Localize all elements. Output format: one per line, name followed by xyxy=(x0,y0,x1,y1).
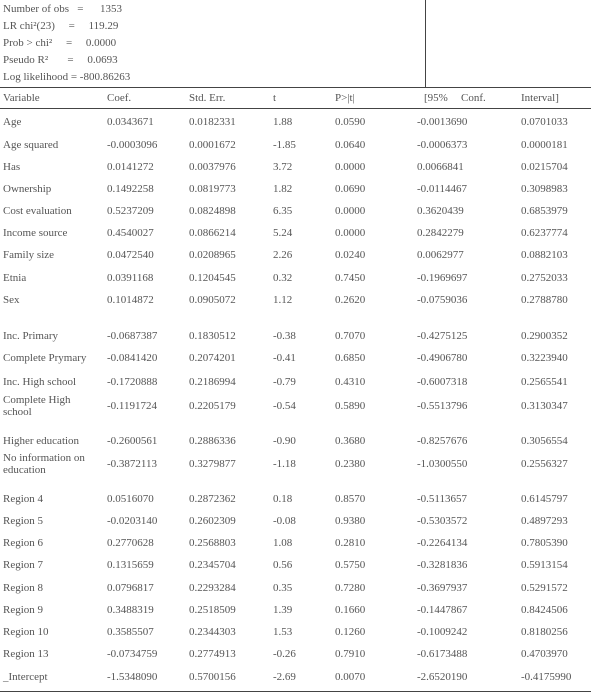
t-cell: -0.79 xyxy=(273,376,296,388)
variable-cell: Region 9 xyxy=(3,604,44,616)
col-header-p: P>|t| xyxy=(335,92,355,104)
col-header-coef: Coef. xyxy=(107,92,132,104)
coef-cell: -0.0003096 xyxy=(107,139,158,151)
p-value-cell: 0.0070 xyxy=(335,671,366,683)
ci-upper-cell: 0.3130347 xyxy=(521,400,568,412)
prob-chi2: Prob > chi² = 0.0000 xyxy=(3,37,117,49)
ci-lower-cell: 0.0066841 xyxy=(417,161,464,173)
coef-cell: 0.0516070 xyxy=(107,493,154,505)
ci-upper-cell: 0.3223940 xyxy=(521,352,568,364)
variable-cell: Ownership xyxy=(3,183,52,195)
ci-upper-cell: 0.2565541 xyxy=(521,376,568,388)
ci-lower-cell: -0.3697937 xyxy=(417,582,468,594)
p-value-cell: 0.0640 xyxy=(335,139,366,151)
ci-upper-cell: -0.4175990 xyxy=(521,671,572,683)
t-cell: 0.32 xyxy=(273,272,293,284)
ci-upper-cell: 0.8180256 xyxy=(521,626,568,638)
std-err-cell: 0.2345704 xyxy=(189,559,236,571)
t-cell: -0.08 xyxy=(273,515,296,527)
std-err-cell: 0.1830512 xyxy=(189,330,236,342)
ci-upper-cell: 0.3056554 xyxy=(521,435,568,447)
ci-upper-cell: 0.6145797 xyxy=(521,493,568,505)
variable-cell: Region 6 xyxy=(3,537,44,549)
ci-lower-cell: 0.3620439 xyxy=(417,205,464,217)
p-value-cell: 0.1660 xyxy=(335,604,366,616)
t-cell: 5.24 xyxy=(273,227,293,239)
p-value-cell: 0.7910 xyxy=(335,648,366,660)
ci-upper-cell: 0.6237774 xyxy=(521,227,568,239)
coef-cell: 0.0472540 xyxy=(107,249,154,261)
p-value-cell: 0.8570 xyxy=(335,493,366,505)
ci-upper-cell: 0.5291572 xyxy=(521,582,568,594)
ci-upper-cell: 0.4703970 xyxy=(521,648,568,660)
p-value-cell: 0.7280 xyxy=(335,582,366,594)
p-value-cell: 0.5890 xyxy=(335,400,366,412)
std-err-cell: 0.2186994 xyxy=(189,376,236,388)
variable-cell: Has xyxy=(3,161,21,173)
coef-cell: -0.1191724 xyxy=(107,400,158,412)
coef-cell: -0.3872113 xyxy=(107,458,158,470)
t-cell: -0.26 xyxy=(273,648,296,660)
coef-cell: -0.1720888 xyxy=(107,376,158,388)
std-err-cell: 0.5700156 xyxy=(189,671,236,683)
variable-cell: Age squared xyxy=(3,139,59,151)
ci-lower-cell: 0.2842279 xyxy=(417,227,464,239)
model-summary xyxy=(0,0,591,86)
ci-lower-cell: -0.4906780 xyxy=(417,352,468,364)
variable-cell: Region 13 xyxy=(3,648,49,660)
col-header-std-err: Std. Err. xyxy=(189,92,226,104)
ci-upper-cell: 0.8424506 xyxy=(521,604,568,616)
ci-lower-cell: -0.4275125 xyxy=(417,330,468,342)
std-err-cell: 0.2344303 xyxy=(189,626,236,638)
p-value-cell: 0.3680 xyxy=(335,435,366,447)
ci-lower-cell: -2.6520190 xyxy=(417,671,468,683)
table-bottom-rule xyxy=(0,691,591,692)
std-err-cell: 0.2205179 xyxy=(189,400,236,412)
p-value-cell: 0.0000 xyxy=(335,161,366,173)
col-header-interval: Interval] xyxy=(521,92,559,104)
t-cell: 1.82 xyxy=(273,183,293,195)
variable-cell: Inc. High school xyxy=(3,376,77,388)
t-cell: -0.41 xyxy=(273,352,296,364)
ci-lower-cell: -0.8257676 xyxy=(417,435,468,447)
std-err-cell: 0.2886336 xyxy=(189,435,236,447)
summary-right-border xyxy=(425,0,426,88)
ci-upper-cell: 0.0701033 xyxy=(521,116,568,128)
p-value-cell: 0.2810 xyxy=(335,537,366,549)
ci-lower-cell: 0.0062977 xyxy=(417,249,464,261)
ci-lower-cell: -0.5113657 xyxy=(417,493,468,505)
std-err-cell: 0.0001672 xyxy=(189,139,236,151)
ci-upper-cell: 0.0000181 xyxy=(521,139,568,151)
p-value-cell: 0.9380 xyxy=(335,515,366,527)
col-header-t: t xyxy=(273,92,277,104)
variable-cell: Region 8 xyxy=(3,582,44,594)
coef-cell: -0.0734759 xyxy=(107,648,158,660)
std-err-cell: 0.0037976 xyxy=(189,161,236,173)
variable-cell: Region 4 xyxy=(3,493,44,505)
pseudo-r2: Pseudo R² = 0.0693 xyxy=(3,54,118,66)
t-cell: 0.18 xyxy=(273,493,293,505)
ci-lower-cell: -0.6007318 xyxy=(417,376,468,388)
t-cell: 0.56 xyxy=(273,559,293,571)
ci-upper-cell: 0.6853979 xyxy=(521,205,568,217)
variable-cell: Cost evaluation xyxy=(3,205,72,217)
p-value-cell: 0.0000 xyxy=(335,227,366,239)
header-bottom-rule xyxy=(0,108,591,109)
t-cell: -2.69 xyxy=(273,671,296,683)
std-err-cell: 0.0866214 xyxy=(189,227,236,239)
ci-upper-cell: 0.3098983 xyxy=(521,183,568,195)
variable-cell: Region 10 xyxy=(3,626,49,638)
t-cell: -1.18 xyxy=(273,458,296,470)
ci-lower-cell: -0.5513796 xyxy=(417,400,468,412)
std-err-cell: 0.0208965 xyxy=(189,249,236,261)
coef-cell: 0.5237209 xyxy=(107,205,154,217)
coef-cell: 0.1014872 xyxy=(107,294,154,306)
variable-cell: _Intercept xyxy=(3,671,48,683)
ci-upper-cell: 0.0882103 xyxy=(521,249,568,261)
t-cell: 1.53 xyxy=(273,626,293,638)
std-err-cell: 0.0824898 xyxy=(189,205,236,217)
p-value-cell: 0.6850 xyxy=(335,352,366,364)
ci-lower-cell: -0.6173488 xyxy=(417,648,468,660)
variable-cell: Etnia xyxy=(3,272,27,284)
p-value-cell: 0.2620 xyxy=(335,294,366,306)
std-err-cell: 0.0819773 xyxy=(189,183,236,195)
p-value-cell: 0.4310 xyxy=(335,376,366,388)
col-header-conf: Conf. xyxy=(461,92,486,104)
p-value-cell: 0.7450 xyxy=(335,272,366,284)
ci-upper-cell: 0.0215704 xyxy=(521,161,568,173)
t-cell: -0.54 xyxy=(273,400,296,412)
p-value-cell: 0.1260 xyxy=(335,626,366,638)
variable-cell: Sex xyxy=(3,294,20,306)
ci-lower-cell: -0.2264134 xyxy=(417,537,468,549)
coef-cell: 0.0343671 xyxy=(107,116,154,128)
coef-cell: -1.5348090 xyxy=(107,671,158,683)
coef-cell: 0.4540027 xyxy=(107,227,154,239)
std-err-cell: 0.2872362 xyxy=(189,493,236,505)
p-value-cell: 0.0590 xyxy=(335,116,366,128)
coef-cell: -0.0687387 xyxy=(107,330,158,342)
std-err-cell: 0.2074201 xyxy=(189,352,236,364)
log-likelihood: Log likelihood = -800.86263 xyxy=(3,71,131,83)
variable-cell: Region 5 xyxy=(3,515,44,527)
t-cell: 0.35 xyxy=(273,582,293,594)
coef-cell: 0.3585507 xyxy=(107,626,154,638)
number-of-obs: Number of obs = 1353 xyxy=(3,3,122,15)
variable-cell: Higher education xyxy=(3,435,80,447)
ci-lower-cell: -0.0013690 xyxy=(417,116,468,128)
variable-cell: Complete High school xyxy=(3,394,71,418)
lr-chi2: LR chi²(23) = 119.29 xyxy=(3,20,119,32)
p-value-cell: 0.2380 xyxy=(335,458,366,470)
coef-cell: 0.0796817 xyxy=(107,582,154,594)
coef-cell: 0.0141272 xyxy=(107,161,154,173)
ci-upper-cell: 0.2752033 xyxy=(521,272,568,284)
ci-lower-cell: -0.0006373 xyxy=(417,139,468,151)
ci-lower-cell: -1.0300550 xyxy=(417,458,468,470)
ci-upper-cell: 0.2788780 xyxy=(521,294,568,306)
p-value-cell: 0.5750 xyxy=(335,559,366,571)
coef-cell: 0.1492258 xyxy=(107,183,154,195)
t-cell: 1.39 xyxy=(273,604,293,616)
coef-cell: -0.2600561 xyxy=(107,435,158,447)
ci-lower-cell: -0.1009242 xyxy=(417,626,468,638)
std-err-cell: 0.0905072 xyxy=(189,294,236,306)
ci-lower-cell: -0.0114467 xyxy=(417,183,468,195)
ci-lower-cell: -0.5303572 xyxy=(417,515,468,527)
ci-upper-cell: 0.5913154 xyxy=(521,559,568,571)
t-cell: -0.90 xyxy=(273,435,296,447)
t-cell: -0.38 xyxy=(273,330,296,342)
coef-cell: 0.0391168 xyxy=(107,272,154,284)
ci-upper-cell: 0.4897293 xyxy=(521,515,568,527)
t-cell: 3.72 xyxy=(273,161,293,173)
variable-cell: Region 7 xyxy=(3,559,44,571)
std-err-cell: 0.2568803 xyxy=(189,537,236,549)
p-value-cell: 0.0000 xyxy=(335,205,366,217)
std-err-cell: 0.0182331 xyxy=(189,116,236,128)
std-err-cell: 0.2293284 xyxy=(189,582,236,594)
col-header-variable: Variable xyxy=(3,92,40,104)
variable-cell: Family size xyxy=(3,249,55,261)
t-cell: 1.12 xyxy=(273,294,293,306)
std-err-cell: 0.2774913 xyxy=(189,648,236,660)
coef-cell: -0.0841420 xyxy=(107,352,158,364)
t-cell: 2.26 xyxy=(273,249,293,261)
p-value-cell: 0.7070 xyxy=(335,330,366,342)
coef-cell: 0.1315659 xyxy=(107,559,154,571)
t-cell: 1.88 xyxy=(273,116,293,128)
ci-lower-cell: -0.1969697 xyxy=(417,272,468,284)
t-cell: 6.35 xyxy=(273,205,293,217)
std-err-cell: 0.3279877 xyxy=(189,458,236,470)
variable-cell: Complete Prymary xyxy=(3,352,87,364)
ci-upper-cell: 0.2556327 xyxy=(521,458,568,470)
std-err-cell: 0.2518509 xyxy=(189,604,236,616)
ci-lower-cell: -0.0759036 xyxy=(417,294,468,306)
std-err-cell: 0.1204545 xyxy=(189,272,236,284)
std-err-cell: 0.2602309 xyxy=(189,515,236,527)
ci-lower-cell: -0.1447867 xyxy=(417,604,468,616)
coef-cell: 0.3488319 xyxy=(107,604,154,616)
coef-cell: -0.0203140 xyxy=(107,515,158,527)
t-cell: 1.08 xyxy=(273,537,293,549)
coef-cell: 0.2770628 xyxy=(107,537,154,549)
variable-cell: Inc. Primary xyxy=(3,330,58,342)
ci-upper-cell: 0.2900352 xyxy=(521,330,568,342)
variable-cell: Income source xyxy=(3,227,68,239)
p-value-cell: 0.0240 xyxy=(335,249,366,261)
variable-cell: Age xyxy=(3,116,22,128)
col-header-ci-95: [95% xyxy=(424,92,448,104)
p-value-cell: 0.0690 xyxy=(335,183,366,195)
header-top-rule xyxy=(0,87,591,88)
variable-cell: No information on education xyxy=(3,452,85,476)
ci-lower-cell: -0.3281836 xyxy=(417,559,468,571)
t-cell: -1.85 xyxy=(273,139,296,151)
ci-upper-cell: 0.7805390 xyxy=(521,537,568,549)
